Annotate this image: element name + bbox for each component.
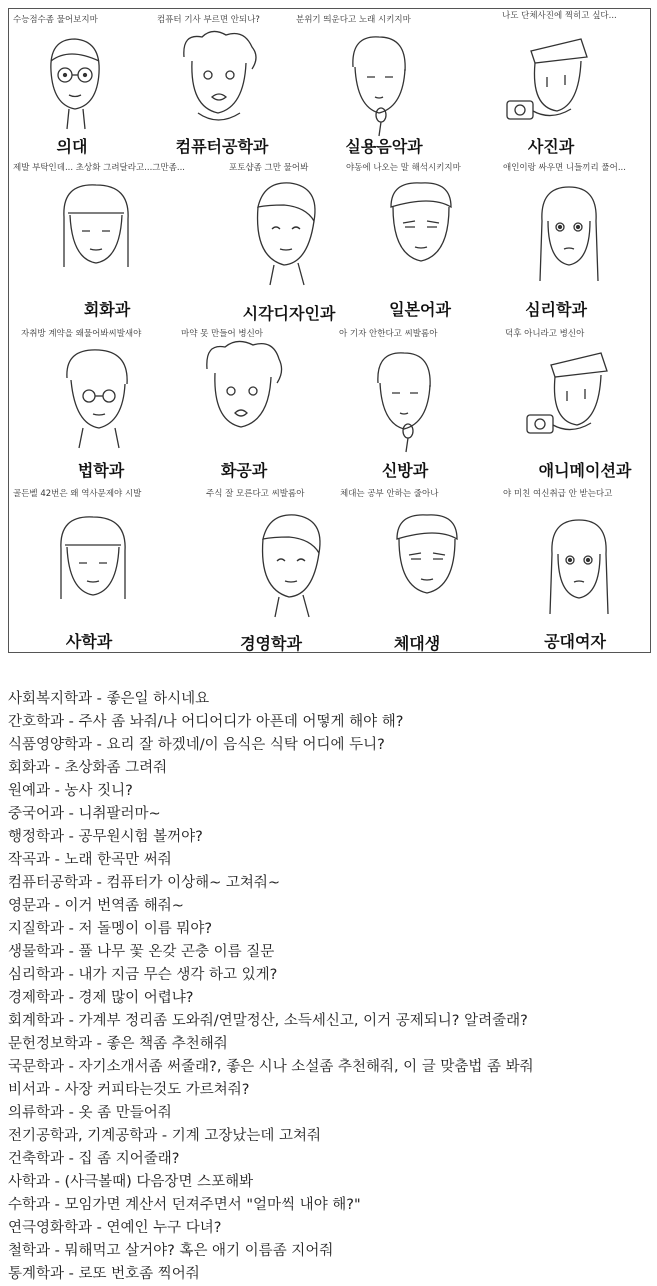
list-item: 회화과 - 초상화좀 그려줘 <box>8 760 168 776</box>
list-item: 건축학과 - 집 좀 지어줄래? <box>8 1151 180 1167</box>
list-item: 국문학과 - 자기소개서좀 써줄래?, 좋은 시나 소설좀 추천해줘, 이 글 맞춤법 좀 봐줘 <box>8 1059 534 1075</box>
character-label: 신방과 <box>381 461 429 480</box>
caption: 마약 못 만들어 병신아 <box>181 329 264 339</box>
character-label: 심리학과 <box>525 300 587 319</box>
list-item: 통계학과 - 로또 번호좀 찍어줘 <box>8 1266 200 1282</box>
face-music-student <box>339 31 419 140</box>
list-item: 컴퓨터공학과 - 컴퓨터가 이상해~ 고쳐줘~ <box>8 875 281 891</box>
face-psychology-student <box>534 181 604 290</box>
caption: 야 미친 여신취급 안 받는다고 <box>503 489 613 499</box>
caption: 주식 잘 모른다고 씨발롬아 <box>206 489 305 499</box>
list-item: 전기공학과, 기계공학과 - 기계 고장났는데 고쳐줘 <box>8 1128 322 1144</box>
list-item: 연극영화학과 - 연예인 누구 다녀? <box>8 1220 222 1236</box>
face-chem-eng-student <box>199 339 284 453</box>
face-med-student <box>39 31 109 135</box>
list-item: 중국어과 - 니취팔러마~ <box>8 806 161 822</box>
face-engineering-girl <box>544 514 614 623</box>
caption: 분위기 띄운다고 노래 시키지마 <box>296 15 411 25</box>
face-pe-student <box>387 509 467 618</box>
face-broadcasting-student <box>364 347 444 456</box>
list-item: 비서과 - 사장 커피타는것도 가르쳐줘? <box>8 1082 250 1098</box>
character-label: 회화과 <box>83 300 131 319</box>
list-item: 사회복지학과 - 좋은일 하시네요 <box>8 691 210 707</box>
caption: 포토샵좀 그만 물어봐 <box>229 163 309 173</box>
list-item: 지질학과 - 저 돌멩이 이름 뭐야? <box>8 921 213 937</box>
caption: 체대는 공부 안하는 줄아나 <box>340 489 439 499</box>
character-label: 컴퓨터공학과 <box>175 137 269 156</box>
list-item: 수학과 - 모임가면 계산서 던져주면서 "얼마씩 내야 해?" <box>8 1197 361 1213</box>
list-item: 간호학과 - 주사 좀 놔줘/나 어디어디가 아픈데 어떻게 해야 해? <box>8 714 404 730</box>
face-business-student <box>249 509 334 623</box>
caption: 나도 단체사진에 찍히고 싶다... <box>502 11 617 21</box>
character-label: 체대생 <box>393 634 441 653</box>
caption: 수능점수좀 물어보지마 <box>13 15 98 25</box>
character-label: 일본어과 <box>389 300 451 319</box>
face-cs-student <box>174 27 264 136</box>
face-law-student <box>57 344 137 453</box>
list-item: 회계학과 - 가계부 정리좀 도와줘/연말정산, 소득세신고, 이거 공제되니? 알려줄래? <box>8 1013 528 1029</box>
list-item: 영문과 - 이거 번역좀 해줘~ <box>8 898 184 914</box>
list-item: 문헌정보학과 - 좋은 책좀 추천해줘 <box>8 1036 228 1052</box>
caption: 덕후 아니라고 병신아 <box>505 329 585 339</box>
caption: 야동에 나오는 말 해석시키지마 <box>346 163 461 173</box>
character-label: 시각디자인과 <box>242 304 336 323</box>
character-label: 공대여자 <box>544 632 606 651</box>
caption: 골든벨 42번은 왜 역사문제야 시발 <box>13 489 142 499</box>
caption: 아 기자 안한다고 씨발롬아 <box>339 329 438 339</box>
character-label: 사진과 <box>527 137 575 156</box>
list-item: 원예과 - 농사 짓니? <box>8 783 133 799</box>
character-label: 법학과 <box>77 461 125 480</box>
character-label: 의대 <box>56 137 88 156</box>
list-item: 심리학과 - 내가 지금 무슨 생각 하고 있게? <box>8 967 278 983</box>
face-design-student <box>244 177 329 291</box>
caption: 제발 부탁인데... 초상화 그려달라고...그만좀... <box>13 163 186 173</box>
character-label: 경영학과 <box>240 634 302 653</box>
major-question-list <box>8 688 653 1286</box>
face-photo-student <box>501 29 601 138</box>
comic-panel <box>8 8 651 653</box>
caption: 컴퓨터 기사 부르면 안되나? <box>157 15 260 25</box>
list-item: 생물학과 - 풀 나무 꽃 온갖 곤충 이름 질문 <box>8 944 275 960</box>
list-item: 식품영양학과 - 요리 잘 하겠네/이 음식은 식탁 어디에 두니? <box>8 737 385 753</box>
face-painting-student <box>54 177 139 286</box>
caption: 자취방 계약을 왜물어봐씨발새야 <box>21 329 142 339</box>
list-item: 철학과 - 뭐해먹고 살거야? 혹은 애기 이름좀 지어줘 <box>8 1243 334 1259</box>
list-item: 작곡과 - 노래 한곡만 써줘 <box>8 852 172 868</box>
list-item: 행정학과 - 공무원시험 볼꺼야? <box>8 829 203 845</box>
list-item: 의류학과 - 옷 좀 만들어줘 <box>8 1105 172 1121</box>
face-animation-student <box>521 343 621 452</box>
character-label: 실용음악과 <box>345 137 423 156</box>
face-history-student <box>51 509 136 618</box>
face-japanese-student <box>381 177 461 286</box>
list-item: 경제학과 - 경제 많이 어렵냐? <box>8 990 194 1006</box>
list-item: 사학과 - (사극볼때) 다음장면 스포해봐 <box>8 1174 254 1190</box>
character-label: 애니메이션과 <box>538 461 632 480</box>
caption: 애인이랑 싸우면 니들끼리 풀어... <box>503 163 626 173</box>
character-label: 사학과 <box>65 632 113 651</box>
character-label: 화공과 <box>220 461 268 480</box>
